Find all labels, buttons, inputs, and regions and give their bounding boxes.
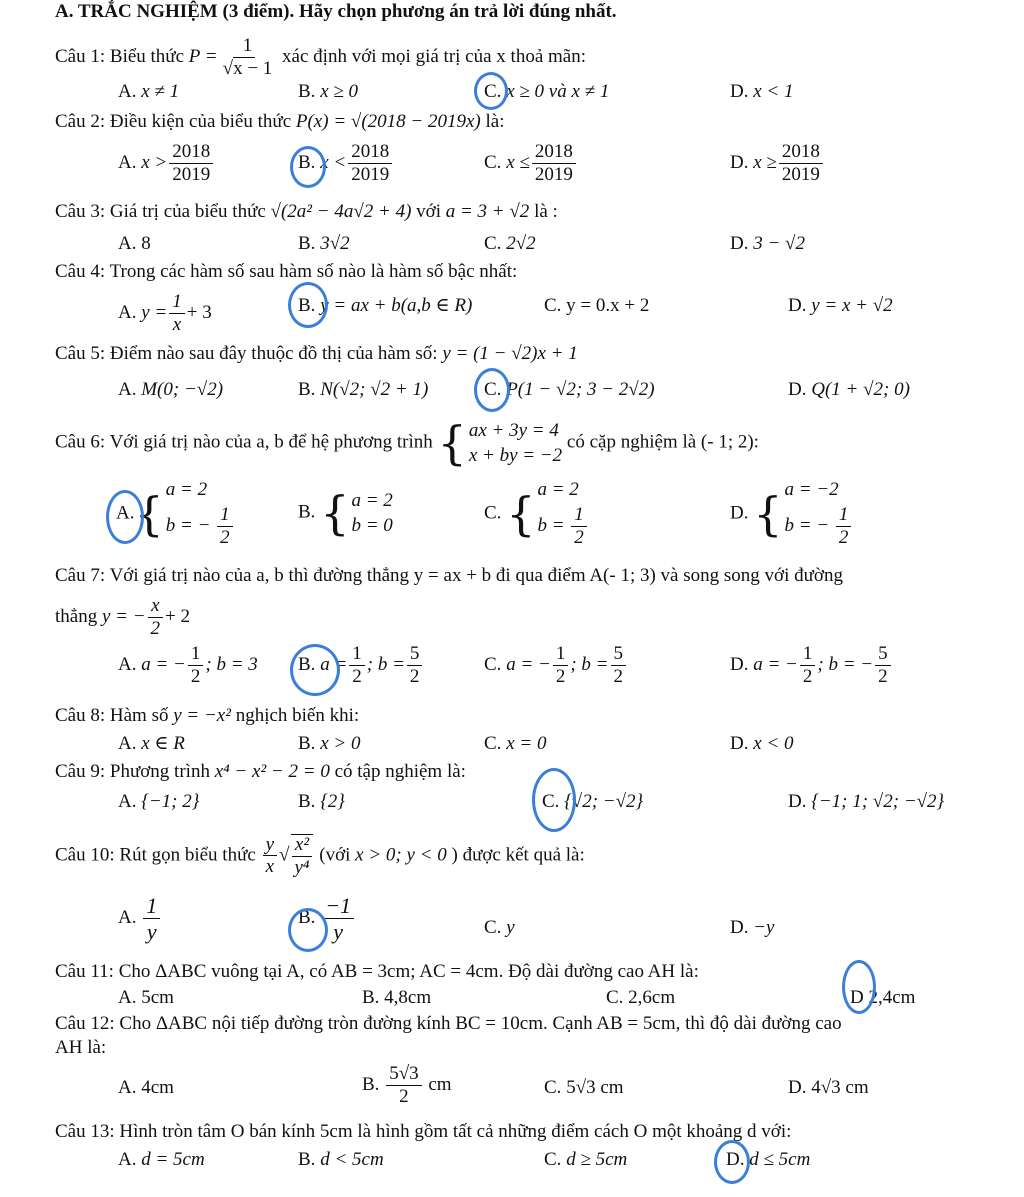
q2-option-d: D. x ≥ $\frac{2018}{2019}$ — [730, 142, 825, 185]
q1-option-a: A. x ≠ 1 — [118, 81, 180, 102]
q11-option-d: D 2,4cm — [850, 987, 916, 1008]
q6-option-a: A. { a = 2 b = − $\frac{1}{2}$ — [116, 480, 235, 548]
q10-option-b: B. $\frac{-1}{y}$ — [298, 894, 356, 943]
q3-option-d: D. 3 − √2 — [730, 233, 805, 254]
answer-circle-q9 — [532, 768, 576, 832]
q13-option-a: A. d = 5cm — [118, 1149, 205, 1170]
q12-option-c: C. 5√3 cm — [544, 1077, 624, 1098]
q3-option-b: B. 3√2 — [298, 233, 350, 254]
q11-option-a: A. 5cm — [118, 987, 174, 1008]
q8-option-d: D. x < 0 — [730, 733, 794, 754]
question-3: Câu 3: Giá trị của biểu thức √(2a² − 4a√2 + 4) với a = 3 + √2 là : — [55, 201, 558, 222]
answer-circle-q11 — [842, 960, 876, 1014]
q7-option-c: C. a = − $\frac{1}{2}$ ; b = $\frac{5}{2}$ — [484, 644, 628, 687]
q9-option-b: B. {2} — [298, 791, 345, 812]
q13-option-c: C. d ≥ 5cm — [544, 1149, 628, 1170]
q9-option-a: A. {−1; 2} — [118, 791, 200, 812]
question-1: Câu 1: Biểu thức P = $\frac{1}{√x - 1}$ xác định với mọi giá trị của x thoả mãn: — [55, 35, 586, 79]
q2-option-b: B. x < $\frac{2018}{2019}$ — [298, 142, 394, 185]
q12-option-b: B. $\frac{5√3}{2}$ cm — [362, 1063, 452, 1107]
answer-circle-q4 — [288, 282, 328, 328]
question-10: Câu 10: Rút gọn biểu thức $\frac{y}{x}$ √ $\frac{\text{x²}}{\text{y⁴}}$ (với x > 0; y < 0 ) được kết quả là: — [55, 833, 585, 878]
answer-circle-q6 — [106, 490, 144, 544]
q4-option-a: A. y = $\frac{1}{x}$ + 3 — [118, 291, 212, 335]
q5-option-d: D. Q(1 + √2; 0) — [788, 379, 910, 400]
question-11: Câu 11: Cho ΔABC vuông tại A, có AB = 3cm; AC = 4cm. Độ dài đường cao AH là: — [55, 961, 699, 982]
question-4: Câu 4: Trong các hàm số sau hàm số nào là hàm số bậc nhất: — [55, 261, 518, 282]
question-9: Câu 9: Phương trình x⁴ − x² − 2 = 0 có tập nghiệm là: — [55, 761, 466, 782]
q3-option-a: A. 8 — [118, 233, 151, 254]
question-5: Câu 5: Điểm nào sau đây thuộc đồ thị của hàm số: y = (1 − √2)x + 1 — [55, 343, 578, 364]
question-13: Câu 13: Hình tròn tâm O bán kính 5cm là hình gồm tất cả những điểm cách O một khoảng d với: — [55, 1121, 792, 1142]
question-7: Câu 7: Với giá trị nào của a, b thì đường thẳng y = ax + b đi qua điểm A(- 1; 3) và song song với đường — [55, 565, 843, 586]
q4-option-c: C. y = 0.x + 2 — [544, 295, 650, 316]
answer-circle-q13 — [714, 1140, 750, 1184]
q1-option-b: B. x ≥ 0 — [298, 81, 359, 102]
q11-option-c: C. 2,6cm — [606, 987, 676, 1008]
q1-fraction: $\frac{1}{√x - 1}$ — [222, 35, 273, 79]
q2-option-a: A. x > $\frac{2018}{2019}$ — [118, 142, 215, 185]
answer-circle-q2 — [290, 146, 326, 188]
q7-option-a: A. a = − $\frac{1}{2}$ ; b = 3 — [118, 643, 258, 687]
question-6: Câu 6: Với giá trị nào của a, b để hệ phương trình { ax + 3y = 4 x + by = −2 có cặp nghiệm là (- 1; 2): — [55, 416, 759, 470]
section-header: A. TRẮC NGHIỆM (3 điểm). Hãy chọn phương án trả lời đúng nhất. — [55, 1, 617, 22]
q4-option-b: B. y = ax + b(a,b ∈ R) — [298, 295, 473, 316]
q7-option-b: B. a = $\frac{1}{2}$ ; b = $\frac{5}{2}$ — [298, 644, 424, 687]
q6-option-c: C. { a = 2 b = $\frac{1}{2}$ — [484, 480, 589, 548]
q5-option-b: B. N(√2; √2 + 1) — [298, 379, 429, 400]
q9-option-c: C. {√2; −√2} — [542, 791, 644, 812]
q8-option-a: A. x ∈ R — [118, 733, 185, 754]
q13-option-b: B. d < 5cm — [298, 1149, 384, 1170]
question-12: Câu 12: Cho ΔABC nội tiếp đường tròn đường kính BC = 10cm. Cạnh AB = 5cm, thì độ dài đường cao — [55, 1013, 842, 1034]
question-8: Câu 8: Hàm số y = −x² nghịch biến khi: — [55, 705, 360, 726]
q1-option-c: C. x ≥ 0 và x ≠ 1 — [484, 81, 610, 102]
q8-option-b: B. x > 0 — [298, 733, 361, 754]
q11-option-b: B. 4,8cm — [362, 987, 432, 1008]
question-2: Câu 2: Điều kiện của biểu thức P(x) = √(2018 − 2019x) là: — [55, 111, 505, 132]
answer-circle-q10 — [288, 908, 328, 952]
answer-circle-q5 — [474, 368, 510, 412]
answer-circle-q7 — [290, 644, 340, 696]
q2-option-c: C. x ≤ $\frac{2018}{2019}$ — [484, 142, 578, 185]
q12-option-a: A. 4cm — [118, 1077, 174, 1098]
q3-option-c: C. 2√2 — [484, 233, 536, 254]
q12-option-d: D. 4√3 cm — [788, 1077, 869, 1098]
question-7-line2: thẳng y = − $\frac{x}{2}$ + 2 — [55, 595, 191, 639]
q7-option-d: D. a = − $\frac{1}{2}$ ; b = − $\frac{5}{2}$ — [730, 644, 893, 687]
q9-option-d: D. {−1; 1; √2; −√2} — [788, 791, 945, 812]
q5-option-a: A. M(0; −√2) — [118, 379, 224, 400]
q4-option-d: D. y = x + √2 — [788, 295, 893, 316]
q10-option-d: D. −y — [730, 917, 775, 938]
q10-option-c: C. y — [484, 917, 515, 938]
answer-circle-q1 — [474, 72, 508, 110]
q1-option-d: D. x < 1 — [730, 81, 794, 102]
q10-option-a: A. $\frac{1}{y}$ — [118, 894, 162, 943]
q6-option-b: B. { a = 2 b = 0 — [298, 486, 393, 540]
q6-option-d: D. { a = −2 b = − $\frac{1}{2}$ — [730, 480, 853, 548]
question-12-line2: AH là: — [55, 1037, 107, 1058]
q13-option-d: D. d ≤ 5cm — [726, 1149, 811, 1170]
q5-option-c: C. P(1 − √2; 3 − 2√2) — [484, 379, 655, 400]
q8-option-c: C. x = 0 — [484, 733, 547, 754]
